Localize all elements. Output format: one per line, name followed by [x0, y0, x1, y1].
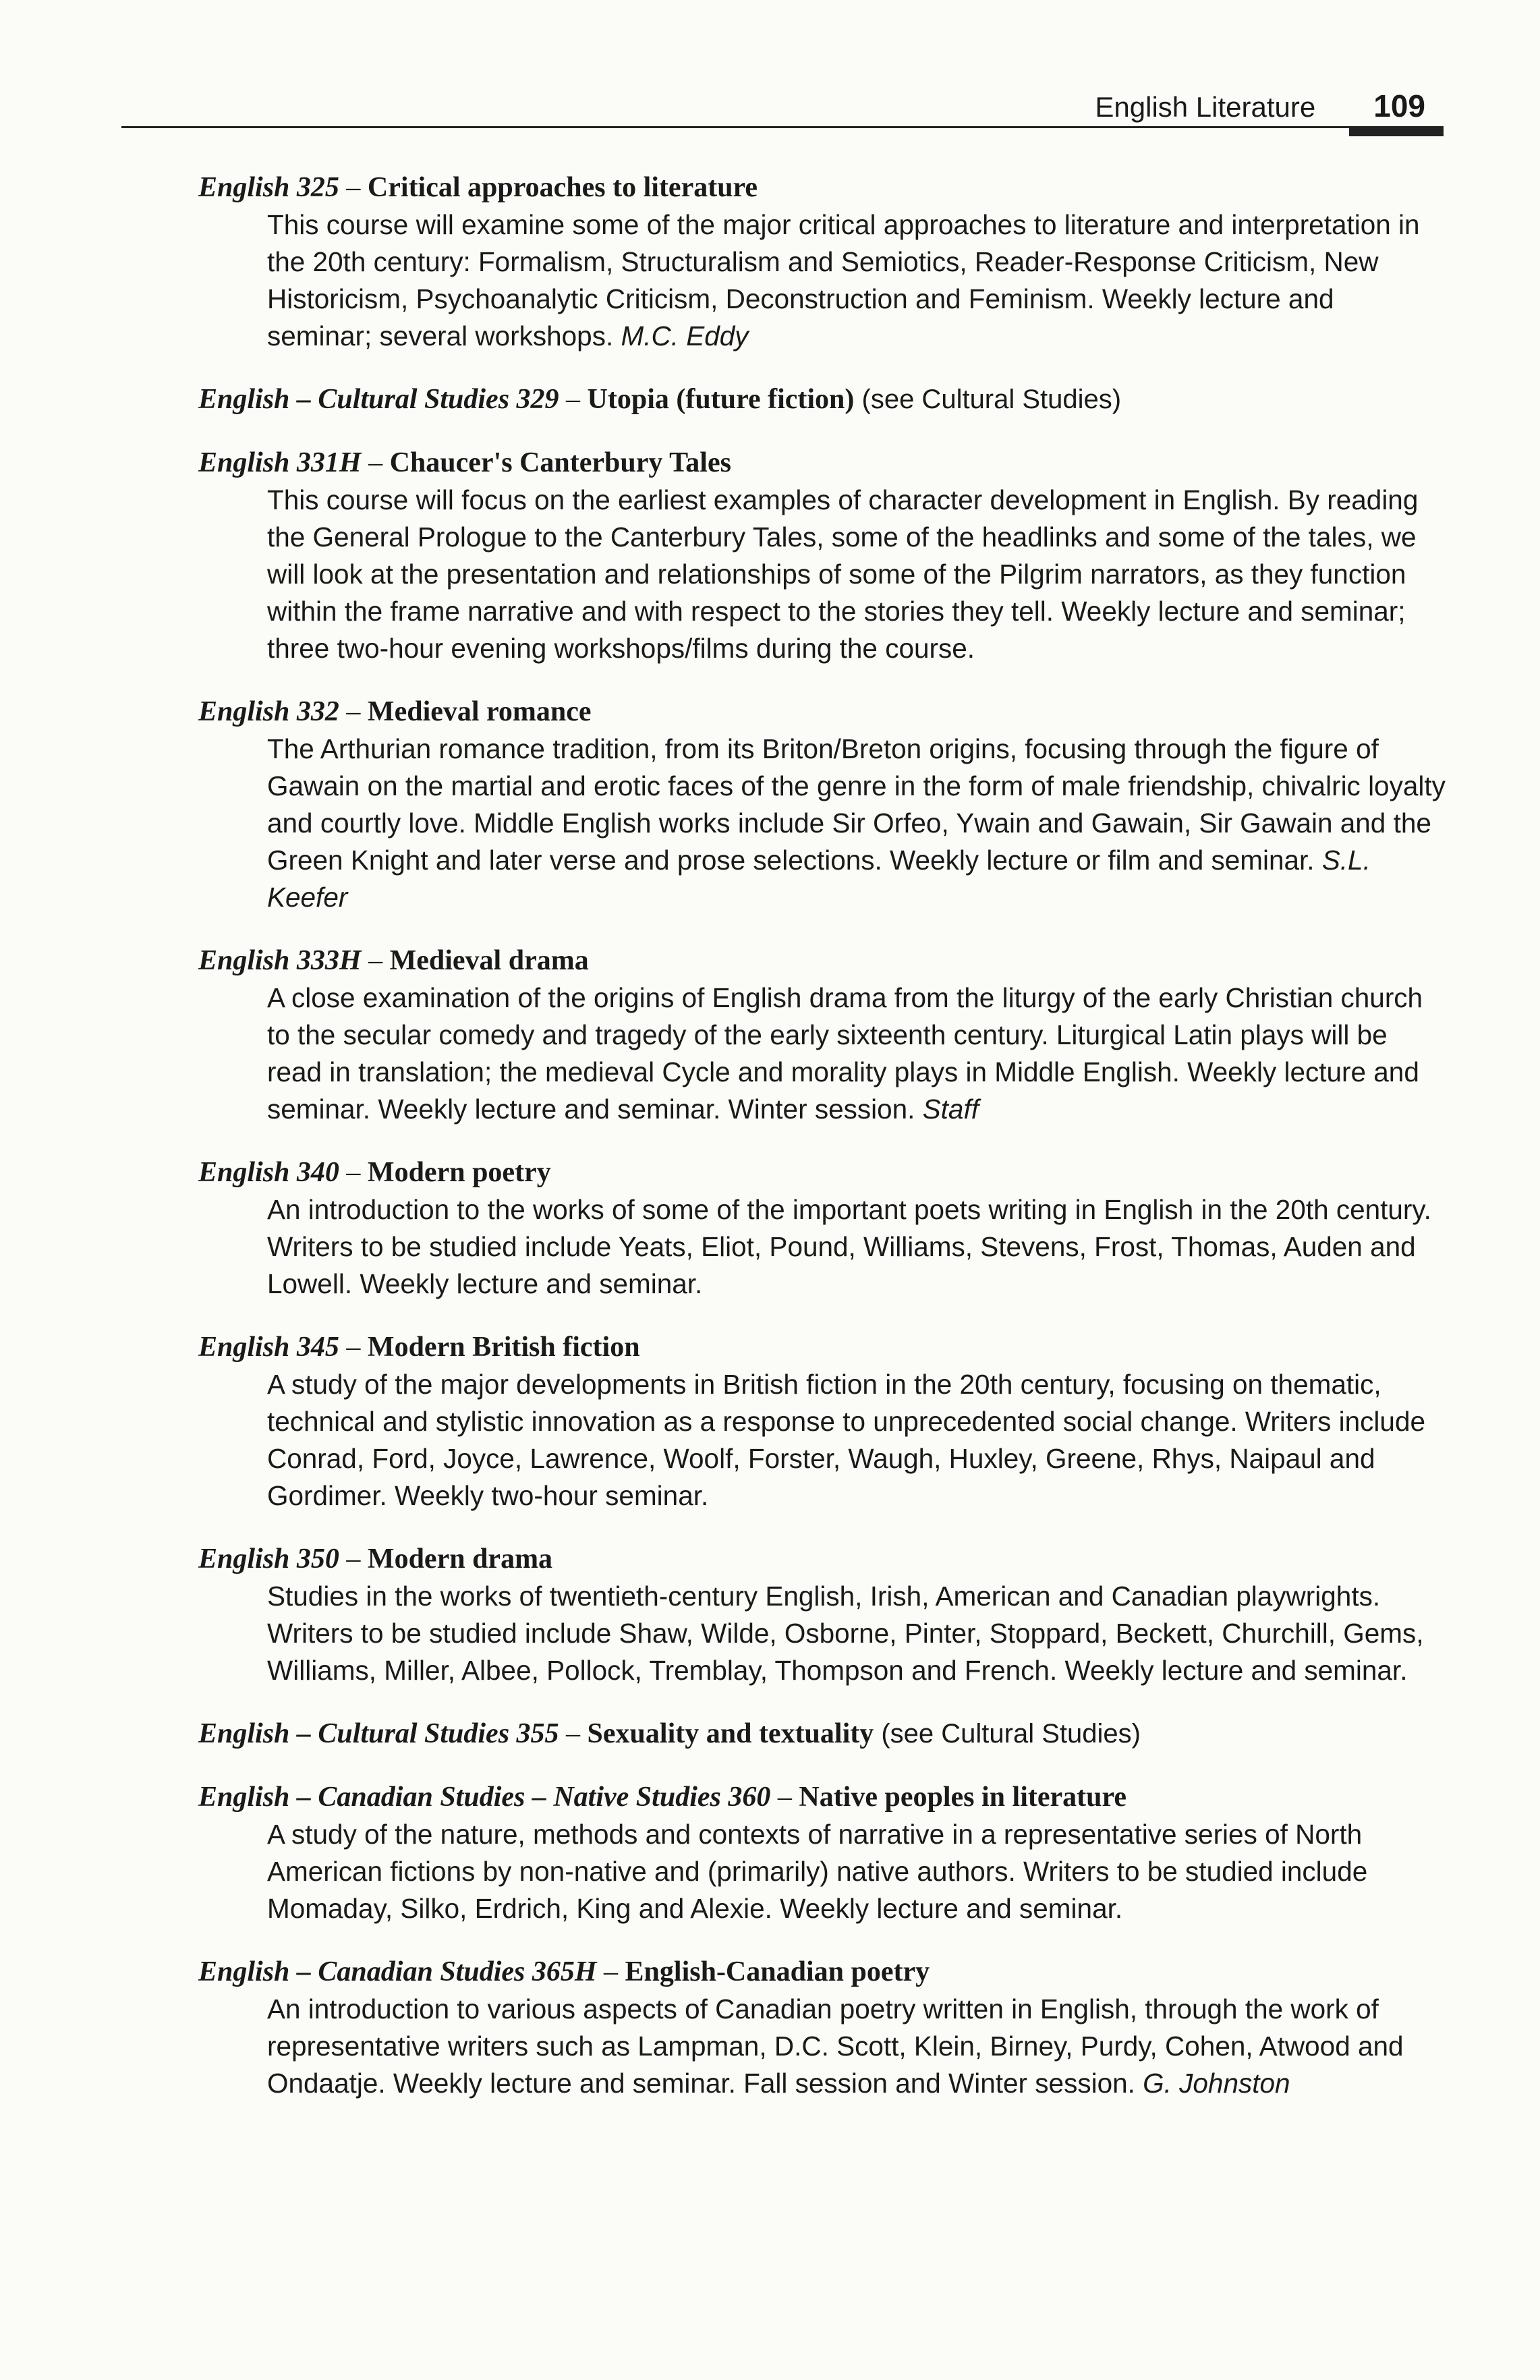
course-description: [267, 482, 1446, 667]
course-description-text: This course will focus on the earliest examples of character development in English. By reading the General Prologue to the Canterbury Tales, some of the headlinks and some of the tales, we will look at the presentation and relationships of some of the Pilgrim narrators, as they function within the frame narrative and with respect to the stories they tell. Weekly lecture and seminar; three two-hour evening workshops/films during the course.: [267, 484, 1419, 664]
course-entry: [198, 169, 1446, 355]
course-description: [267, 1191, 1446, 1303]
course-code: English 325: [198, 172, 339, 203]
course-code: English 340: [198, 1157, 339, 1188]
course-description-text: A close examination of the origins of English drama from the liturgy of the early Christian church to the secular comedy and tragedy of the early sixteenth century. Liturgical Latin plays will be read in translation; the medieval Cycle and morality plays in Middle English. Weekly lecture and seminar. Weekly lecture and seminar. Winter session.: [267, 982, 1423, 1125]
course-heading: [198, 1778, 1446, 1816]
course-separator: –: [339, 1543, 368, 1575]
course-entry: [198, 444, 1446, 667]
course-entry: [198, 380, 1446, 418]
running-head: [1095, 67, 1425, 121]
course-title: Chaucer's Canterbury Tales: [389, 447, 731, 478]
course-code: English 345: [198, 1332, 339, 1363]
course-code: English 350: [198, 1543, 339, 1575]
course-separator: –: [339, 172, 368, 203]
course-heading: [198, 444, 1446, 482]
course-separator: –: [361, 945, 390, 976]
course-description: [267, 206, 1446, 355]
header-rule: [121, 126, 1444, 128]
course-note: (see Cultural Studies): [854, 385, 1122, 414]
course-title: Native peoples in literature: [799, 1782, 1127, 1813]
course-heading: [198, 693, 1446, 731]
course-instructor: S.L. Keefer: [267, 845, 1371, 913]
course-description-text: Studies in the works of twentieth-century English, Irish, American and Canadian playwrights. Writers to be studied include Shaw, Wilde, Osborne, Pinter, Stoppard, Beckett, Churchill, Gems, Williams, Miller, Albee, Pollock, Tremblay, Thompson and French. Weekly lecture and seminar.: [267, 1581, 1424, 1686]
course-entry: [198, 1953, 1446, 2102]
course-code: English 332: [198, 696, 339, 727]
course-entry: [198, 1154, 1446, 1303]
course-code: English – Cultural Studies 355: [198, 1718, 559, 1749]
course-instructor: G. Johnston: [1143, 2068, 1290, 2099]
course-heading: [198, 1328, 1446, 1366]
course-instructor: Staff: [922, 1094, 979, 1125]
course-separator: –: [339, 1157, 368, 1188]
course-separator: –: [559, 384, 588, 415]
course-description: [267, 1816, 1446, 1927]
course-entry: [198, 1715, 1446, 1753]
course-description: [267, 1578, 1446, 1689]
course-heading: [198, 942, 1446, 980]
course-title: Modern British fiction: [367, 1332, 640, 1363]
course-description: [267, 731, 1446, 916]
course-description: [267, 1366, 1446, 1514]
course-heading: [198, 1154, 1446, 1191]
course-title: Utopia (future fiction): [587, 384, 855, 415]
course-entry: [198, 1328, 1446, 1514]
course-title: Sexuality and textuality: [587, 1718, 874, 1749]
course-description-text: This course will examine some of the major critical approaches to literature and interpretation in the 20th century: Formalism, Structuralism and Semiotics, Reader-Response Criticism, New Historicism, Psychoanalytic Criticism, Deconstruction and Feminism. Weekly lecture and seminar; several workshops.: [267, 209, 1420, 351]
course-code: English 333H: [198, 945, 362, 976]
course-title: English-Canadian poetry: [625, 1956, 930, 1987]
course-code: English – Canadian Studies – Native Studies 360: [198, 1782, 771, 1813]
course-description: [267, 1991, 1446, 2102]
course-description-text: A study of the nature, methods and contexts of narrative in a representative series of North American fictions by non-native and (primarily) native authors. Writers to be studied include Momaday, Silko, Erdrich, King and Alexie. Weekly lecture and seminar.: [267, 1819, 1368, 1924]
course-code: English 331H: [198, 447, 362, 478]
course-list: [198, 169, 1446, 2128]
course-instructor: M.C. Eddy: [621, 320, 749, 351]
course-code: English – Cultural Studies 329: [198, 384, 559, 415]
course-entry: [198, 942, 1446, 1128]
course-note: (see Cultural Studies): [874, 1719, 1141, 1749]
course-description: [267, 980, 1446, 1128]
course-description-text: An introduction to various aspects of Canadian poetry written in English, through the work of representative writers such as Lampman, D.C. Scott, Klein, Birney, Purdy, Cohen, Atwood and Ondaatje. Weekly lecture and seminar. Fall session and Winter session.: [267, 1993, 1404, 2099]
course-separator: –: [770, 1782, 799, 1813]
running-head-title: English Literature: [1095, 91, 1316, 123]
course-description-text: A study of the major developments in British fiction in the 20th century, focusing on thematic, technical and stylistic innovation as a response to unprecedented social change. Writers include Conrad, Ford, Joyce, Lawrence, Woolf, Forster, Waugh, Huxley, Greene, Rhys, Naipaul and Gordimer. Weekly two-hour seminar.: [267, 1369, 1425, 1511]
course-separator: –: [559, 1718, 588, 1749]
course-title: Medieval drama: [389, 945, 589, 976]
course-separator: –: [339, 1332, 368, 1363]
course-separator: –: [596, 1956, 625, 1987]
course-entry: [198, 1540, 1446, 1689]
course-heading: [198, 1540, 1446, 1578]
course-entry: [198, 1778, 1446, 1927]
course-title: Modern drama: [367, 1543, 553, 1575]
course-separator: –: [361, 447, 390, 478]
course-title: Modern poetry: [367, 1157, 551, 1188]
page-number: 109: [1373, 88, 1425, 123]
course-title: Critical approaches to literature: [367, 172, 758, 203]
course-heading: [198, 1715, 1446, 1753]
header-rule-bar: [1349, 128, 1444, 136]
course-heading: [198, 169, 1446, 206]
course-description-text: The Arthurian romance tradition, from its Briton/Breton origins, focusing through the figure of Gawain on the martial and erotic faces of the genre in the form of male friendship, chivalric loyalty and courtly love. Middle English works include Sir Orfeo, Ywain and Gawain, Sir Gawain and the Green Knight and later verse and prose selections. Weekly lecture or film and seminar.: [267, 733, 1446, 876]
course-heading: [198, 1953, 1446, 1991]
course-title: Medieval romance: [367, 696, 592, 727]
course-description-text: An introduction to the works of some of the important poets writing in English in the 20th century. Writers to be studied include Yeats, Eliot, Pound, Williams, Stevens, Frost, Thomas, Auden and Lowell. Weekly lecture and seminar.: [267, 1194, 1431, 1299]
course-heading: [198, 380, 1446, 418]
course-entry: [198, 693, 1446, 916]
course-separator: –: [339, 696, 368, 727]
course-code: English – Canadian Studies 365H: [198, 1956, 597, 1987]
